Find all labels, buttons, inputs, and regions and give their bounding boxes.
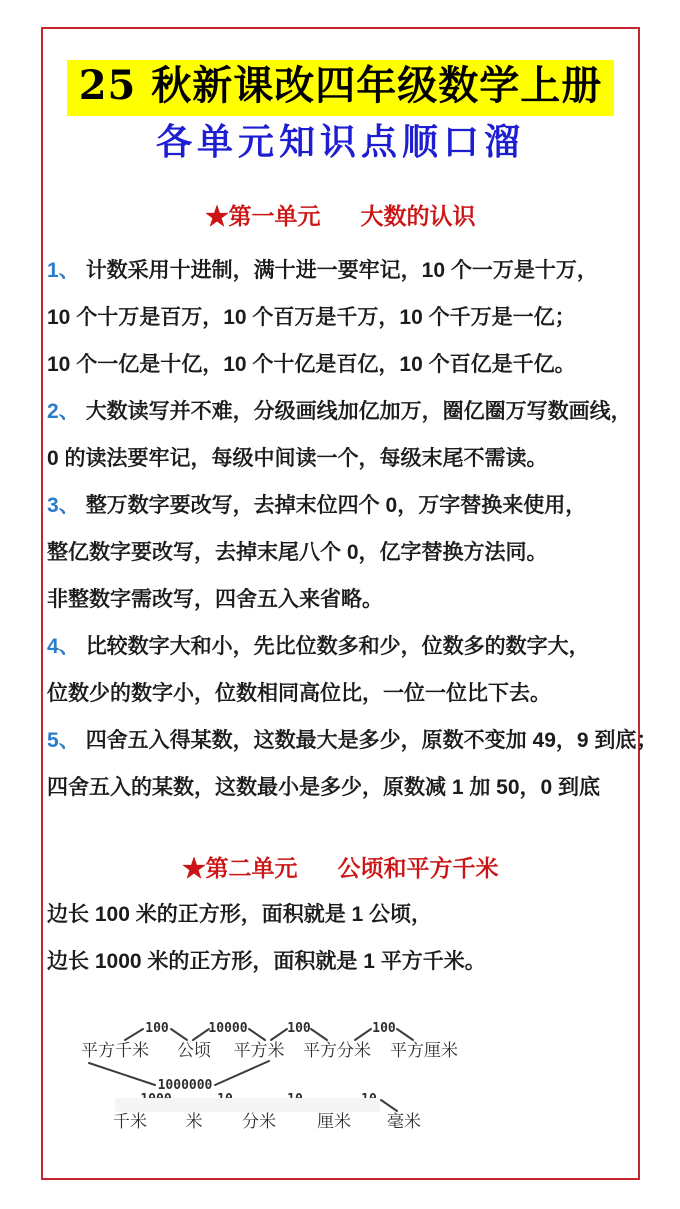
arc-stroke xyxy=(249,1029,265,1040)
verse-text: 四舍五入得某数，这数最大是多少，原数不变加 49，9 到底； xyxy=(85,729,658,752)
arc-stroke xyxy=(355,1029,371,1040)
item-number: 2、 xyxy=(47,400,80,423)
verse-line: 四舍五入的某数，这数最小是多少，原数减 1 加 50，0 到底 xyxy=(47,776,601,799)
verse-line: 10 个一亿是十亿，10 个十亿是百亿，10 个百亿是千亿。 xyxy=(47,353,576,376)
page-content xyxy=(43,60,658,1209)
verse-text: 比较数字大和小，先比位数多和少，位数多的数字大， xyxy=(85,635,590,658)
length-unit-label: 厘米 xyxy=(317,1112,351,1131)
length-unit-label: 毫米 xyxy=(387,1112,421,1131)
verse-line: 位数少的数字小，位数相同高位比，一位一位比下去。 xyxy=(47,682,551,705)
verse-line xyxy=(47,482,634,529)
page-subtitle: 各单元知识点顺口溜 xyxy=(155,121,525,163)
verse-line: 边长 1000 米的正方形，面积就是 1 平方千米。 xyxy=(47,950,486,973)
section2-body xyxy=(47,891,634,985)
verse-text: 计数采用十进制，满十进一要牢记，10 个一万是十万， xyxy=(85,259,598,282)
item-number: 5、 xyxy=(47,729,80,752)
verse-text: 整万数字要改写，去掉末位四个 0，万字替换来使用， xyxy=(85,494,587,517)
conversion-factor: 1000000 xyxy=(157,1078,213,1093)
verse-line xyxy=(47,388,634,435)
verse-line: 非整数字需改写，四舍五入来省略。 xyxy=(47,588,383,611)
area-unit-label: 平方米 xyxy=(233,1041,285,1060)
conversion-factor: 10000 xyxy=(208,1021,248,1036)
verse-line: 0 的读法要牢记，每级中间读一个，每级末尾不需读。 xyxy=(47,447,548,470)
faint-watermark xyxy=(115,1098,380,1112)
area-unit-label: 公顷 xyxy=(177,1041,211,1060)
arc-stroke xyxy=(215,1061,269,1085)
arc-stroke xyxy=(193,1029,209,1040)
length-unit-label: 米 xyxy=(185,1112,203,1131)
arc-stroke xyxy=(89,1063,155,1085)
section1-topic: 大数的认识 xyxy=(360,203,476,229)
verse-line: 整亿数字要改写，去掉末尾八个 0，亿字替换方法同。 xyxy=(47,541,548,564)
arc-stroke xyxy=(397,1029,413,1040)
section2-topic: 公顷和平方千米 xyxy=(337,855,499,881)
verse-line xyxy=(47,247,634,294)
arc-stroke xyxy=(311,1029,327,1040)
section1-header xyxy=(47,201,634,231)
section2-header xyxy=(47,853,634,883)
area-unit-label: 平方厘米 xyxy=(390,1041,458,1060)
length-unit-label: 分米 xyxy=(242,1112,276,1131)
length-unit-label: 千米 xyxy=(113,1112,147,1131)
arc-stroke xyxy=(171,1029,187,1040)
area-unit-label: 平方千米 xyxy=(81,1041,149,1060)
verse-line: 边长 100 米的正方形，面积就是 1 公顷， xyxy=(47,903,433,926)
section1-body xyxy=(47,247,658,811)
title-highlight-band xyxy=(67,60,615,116)
verse-line: 10 个十万是百万，10 个百万是千万，10 个千万是一亿； xyxy=(47,306,576,329)
section2-unit-label: 第二单元 xyxy=(205,855,298,881)
section1-unit-label: 第一单元 xyxy=(228,203,321,229)
star-icon: ★ xyxy=(205,203,229,229)
item-number: 1、 xyxy=(47,259,80,282)
arc-stroke xyxy=(381,1100,397,1111)
item-number: 3、 xyxy=(47,494,80,517)
verse-line xyxy=(47,623,634,670)
verse-text: 大数读写并不难，分级画线加亿加万，圈亿圈万写数画线， xyxy=(85,400,632,423)
area-unit-label: 平方分米 xyxy=(303,1041,371,1060)
conversion-factor: 100 xyxy=(145,1021,169,1036)
arc-stroke xyxy=(271,1029,287,1040)
page-title: 25 秋新课改四年级数学上册 xyxy=(78,62,603,109)
verse-line xyxy=(47,717,658,764)
item-number: 4、 xyxy=(47,635,80,658)
star-icon: ★ xyxy=(182,855,206,881)
conversion-factor: 100 xyxy=(287,1021,311,1036)
unit-conversion-diagram xyxy=(59,999,499,1139)
arc-stroke xyxy=(125,1029,143,1040)
conversion-factor: 100 xyxy=(372,1021,396,1036)
red-page-border xyxy=(41,27,658,1180)
